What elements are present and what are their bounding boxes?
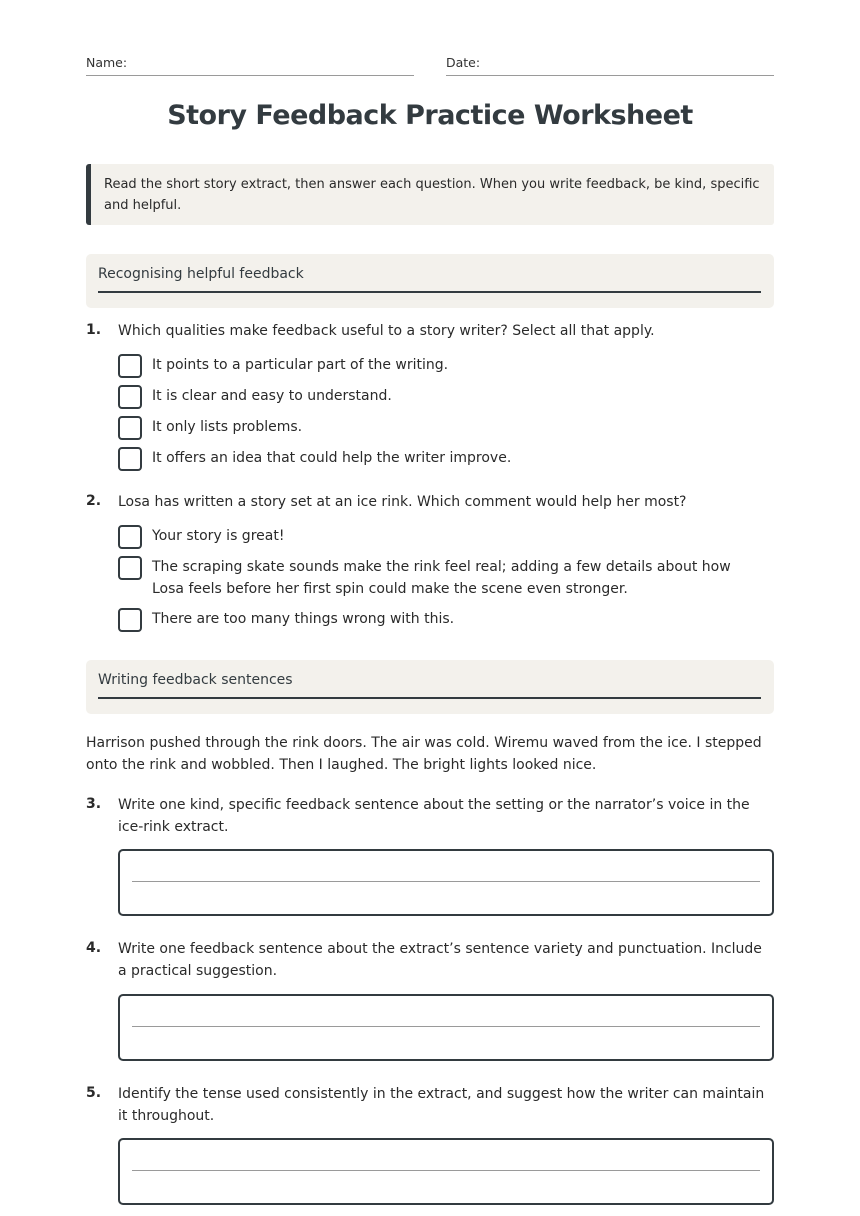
question-number: 4. <box>86 940 102 956</box>
answer-line <box>132 1170 760 1171</box>
section-header-recognising <box>86 254 774 308</box>
date-field[interactable] <box>446 54 774 76</box>
question-number: 1. <box>86 322 102 338</box>
instructions-box: Read the short story extract, then answer each question. When you write feedback, be kind, specific and helpful. <box>86 164 774 225</box>
answer-box[interactable] <box>118 1138 774 1205</box>
question-number: 5. <box>86 1085 102 1101</box>
page-title: Story Feedback Practice Worksheet <box>167 100 693 131</box>
option-label: It is clear and easy to understand. <box>152 388 392 404</box>
section-title: Writing feedback sentences <box>98 672 293 688</box>
checkbox[interactable] <box>118 447 142 471</box>
section-header-writing <box>86 660 774 714</box>
date-label: Date: <box>446 55 481 70</box>
checkbox[interactable] <box>118 385 142 409</box>
name-field[interactable] <box>86 54 414 76</box>
section-title: Recognising helpful feedback <box>98 266 304 282</box>
question-text: Write one kind, specific feedback sentence about the setting or the narrator’s voice in the ice-rink extract. <box>118 797 750 835</box>
checkbox[interactable] <box>118 416 142 440</box>
name-date-row <box>86 54 774 76</box>
checkbox[interactable] <box>118 525 142 549</box>
question-text: Identify the tense used consistently in the extract, and suggest how the writer can maintain it throughout. <box>118 1086 765 1124</box>
answer-box[interactable] <box>118 849 774 916</box>
checkbox[interactable] <box>118 354 142 378</box>
option-label: It offers an idea that could help the writer improve. <box>152 450 512 466</box>
section-divider <box>98 697 761 699</box>
question-number: 3. <box>86 796 102 812</box>
answer-line <box>132 881 760 882</box>
option-label: It only lists problems. <box>152 419 303 435</box>
option-label: There are too many things wrong with this. <box>152 611 455 627</box>
question-text: Which qualities make feedback useful to a story writer? Select all that apply. <box>118 323 655 339</box>
section-divider <box>98 291 761 293</box>
question-text: Losa has written a story set at an ice rink. Which comment would help her most? <box>118 494 687 510</box>
answer-line <box>132 1026 760 1027</box>
checkbox[interactable] <box>118 608 142 632</box>
option-label: The scraping skate sounds make the rink feel real; adding a few details about how Losa feels before her first spin could make the scene even stronger. <box>152 559 731 597</box>
option-label: Your story is great! <box>152 528 285 544</box>
option-label: It points to a particular part of the writing. <box>152 357 449 373</box>
name-label: Name: <box>86 55 128 70</box>
answer-box[interactable] <box>118 994 774 1061</box>
question-number: 2. <box>86 493 102 509</box>
checkbox[interactable] <box>118 556 142 580</box>
question-text: Write one feedback sentence about the extract’s sentence variety and punctuation. Include a practical suggestion. <box>118 941 762 979</box>
story-extract: Harrison pushed through the rink doors. The air was cold. Wiremu waved from the ice. I stepped onto the rink and wobbled. Then I laughed. The bright lights looked nice. <box>86 735 762 773</box>
